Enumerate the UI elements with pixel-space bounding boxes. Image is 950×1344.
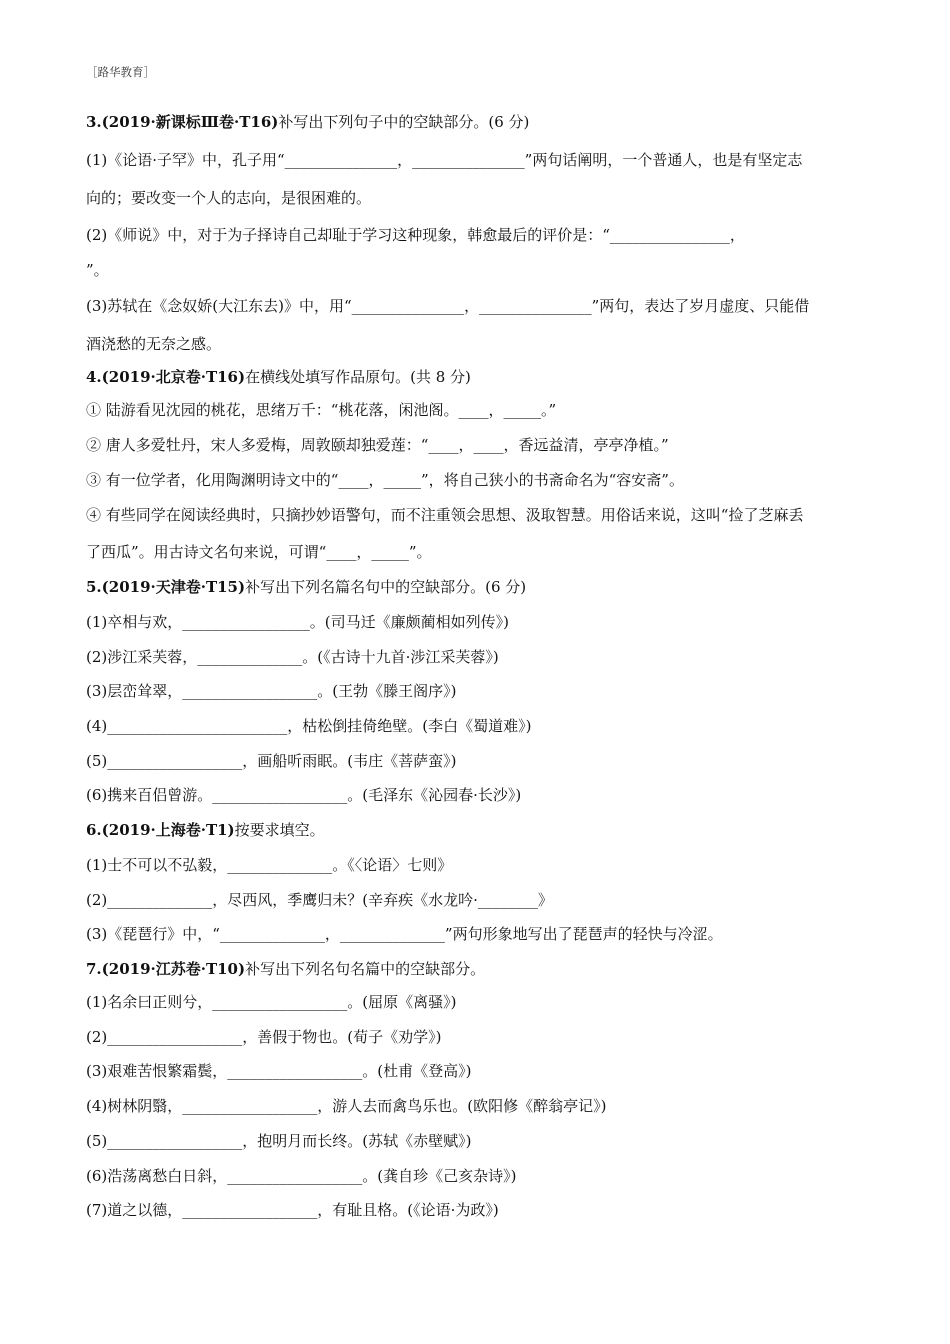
q3-line-1: (1)《论语·子罕》中，孔子用“_______________，_______________”两句话阐明，一个普通人，也是有坚定志	[86, 151, 803, 169]
q6-line-2: (2)______________，尽西风，季鹰归未？(辛弃疾《水龙吟·________》	[86, 891, 553, 909]
q5-line-1: (1)卒相与欢，_________________。(司马迁《廉颇蔺相如列传》)	[86, 613, 509, 631]
q5-line-2: (2)涉江采芙蓉，______________。(《古诗十九首·涉江采芙蓉》)	[86, 648, 499, 666]
q7-line-7: (7)道之以德，__________________，有耻且格。(《论语·为政》)	[86, 1201, 499, 1219]
q7-desc: 补写出下列名句名篇中的空缺部分。	[245, 960, 486, 978]
q5-heading	[86, 577, 526, 597]
q4-line-4: ④ 有些同学在阅读经典时，只摘抄妙语警句，而不注重领会思想、汲取智慧。用俗话来说，这叫“捡了芝麻丢	[86, 506, 804, 524]
q7-line-5: (5)__________________，抱明月而长终。(苏轼《赤壁赋》)	[86, 1132, 472, 1150]
q7-line-1: (1)名余曰正则兮，__________________。(屈原《离骚》)	[86, 993, 457, 1011]
q4-desc: 在横线处填写作品原句。(共 8 分)	[245, 368, 471, 386]
q4-title: 4.(2019·北京卷·T16)	[86, 368, 246, 386]
q7-title: 7.(2019·江苏卷·T10)	[86, 960, 246, 978]
q6-line-3: (3)《琵琶行》中，“______________，______________”两句形象地写出了琵琶声的轻快与冷涩。	[86, 925, 723, 943]
q5-line-6: (6)携来百侣曾游。__________________。(毛泽东《沁园春·长沙》)	[86, 786, 522, 804]
q3-line-5: (3)苏轼在《念奴娇(大江东去)》中，用“_______________，_______________”两句，表达了岁月虚度、只能借	[86, 297, 810, 315]
q7-line-2: (2)__________________，善假于物也。(荀子《劝学》)	[86, 1028, 442, 1046]
q5-line-5: (5)__________________，画船听雨眠。(韦庄《菩萨蛮》)	[86, 752, 457, 770]
q6-desc: 按要求填空。	[234, 821, 325, 839]
q5-line-4: (4)________________________，枯松倒挂倚绝壁。(李白《蜀道难》)	[86, 717, 532, 735]
q4-heading	[86, 367, 471, 387]
q3-line-2: 向的；要改变一个人的志向，是很困难的。	[86, 189, 372, 207]
header-label: ［路华教育］	[86, 65, 155, 79]
q4-line-5: 了西瓜”。用古诗文名句来说，可谓“____，_____”。	[86, 543, 432, 561]
q3-line-6: 酒浇愁的无奈之感。	[86, 335, 222, 353]
q3-title: 3.(2019·新课标Ⅲ卷·T16)	[86, 113, 279, 131]
q5-title: 5.(2019·天津卷·T15)	[86, 578, 246, 596]
q5-line-3: (3)层峦耸翠，__________________。(王勃《滕王阁序》)	[86, 682, 457, 700]
q4-line-3: ③ 有一位学者，化用陶渊明诗文中的“____，_____”，将自己狭小的书斋命名为“容安斋”。	[86, 471, 684, 489]
q7-line-4: (4)树林阴翳，__________________，游人去而禽鸟乐也。(欧阳修《醉翁亭记》)	[86, 1097, 607, 1115]
q3-heading	[86, 112, 529, 132]
q4-line-2: ② 唐人多爱牡丹，宋人多爱梅，周敦颐却独爱莲：“____，____，香远益清，亭亭净植。”	[86, 436, 669, 454]
q6-line-1: (1)士不可以不弘毅，______________。《〈论语〉七则》	[86, 856, 453, 874]
q3-desc: 补写出下列句子中的空缺部分。(6 分)	[278, 113, 530, 131]
q4-line-1: ① 陆游看见沈园的桃花，思绪万千：“桃花落，闲池阁。____，_____。”	[86, 401, 557, 419]
q7-line-6: (6)浩荡离愁白日斜，__________________。(龚自珍《己亥杂诗》)	[86, 1167, 517, 1185]
q7-heading	[86, 959, 485, 979]
q7-line-3: (3)艰难苦恨繁霜鬓，__________________。(杜甫《登高》)	[86, 1062, 472, 1080]
q5-desc: 补写出下列名篇名句中的空缺部分。(6 分)	[245, 578, 527, 596]
q6-title: 6.(2019·上海卷·T1)	[86, 821, 235, 839]
q3-line-3: (2)《师说》中，对于为子择诗自己却耻于学习这种现象，韩愈最后的评价是：“________________，	[86, 226, 745, 244]
q3-line-4: ”。	[86, 261, 109, 279]
q6-heading	[86, 820, 325, 840]
